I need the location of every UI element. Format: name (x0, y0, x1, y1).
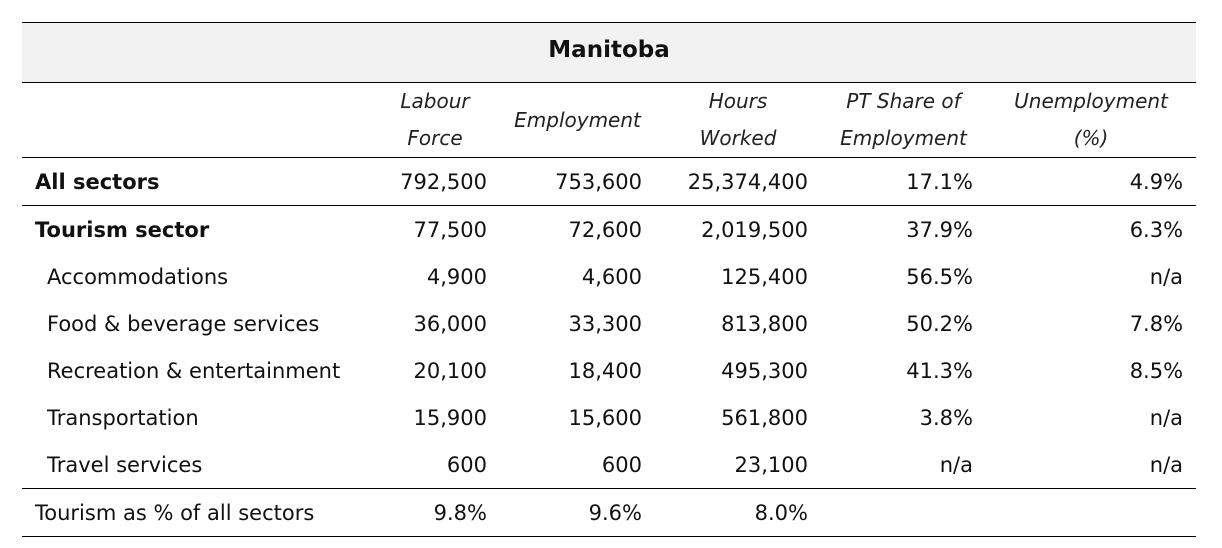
cell-unemployment: n/a (1149, 264, 1184, 289)
row-label: Accommodations (47, 264, 229, 289)
cell-hours-worked: 2,019,500 (655, 206, 821, 254)
cell-labour-force: 9.8% (370, 489, 500, 537)
row-label: All sectors (35, 169, 160, 194)
cell-labour-force: 77,500 (370, 206, 500, 254)
cell-employment: 9.6% (500, 489, 655, 537)
cell-unemployment: 6.3% (986, 206, 1196, 254)
cell-unemployment: 7.8% (1129, 311, 1184, 336)
table-row-tourism-share (22, 489, 1196, 537)
row-label: Food & beverage services (47, 311, 320, 336)
cell-pt-share: 17.1% (906, 169, 973, 194)
cell-pt-share (821, 489, 986, 537)
cell-unemployment: n/a (1149, 452, 1184, 477)
cell-employment: 600 (601, 452, 642, 477)
table-row-all-sectors (22, 158, 1196, 206)
cell-hours-worked: 561,800 (721, 405, 808, 430)
table-row-food-beverage (22, 300, 1196, 347)
cell-labour-force: 792,500 (400, 169, 487, 194)
cell-labour-force: 36,000 (413, 311, 487, 336)
cell-labour-force: 15,900 (413, 405, 487, 430)
cell-hours-worked: 813,800 (721, 311, 808, 336)
row-label: Recreation & entertainment (47, 358, 341, 383)
cell-labour-force: 4,900 (426, 264, 487, 289)
table-row-transportation (22, 394, 1196, 441)
cell-employment: 33,300 (568, 311, 642, 336)
cell-hours-worked: 25,374,400 (687, 169, 808, 194)
cell-unemployment: 8.5% (1129, 358, 1184, 383)
column-header-row (22, 83, 1196, 158)
table-row-travel-services (22, 441, 1196, 489)
cell-labour-force: 600 (446, 452, 487, 477)
cell-hours-worked: 8.0% (655, 489, 821, 537)
cell-employment: 18,400 (568, 358, 642, 383)
cell-pt-share: 37.9% (821, 206, 986, 254)
row-label: Tourism sector (22, 206, 370, 254)
header-unemployment: Unemployment (%) (986, 83, 1196, 158)
cell-labour-force: 20,100 (413, 358, 487, 383)
table-row-tourism-sector (22, 206, 1196, 254)
cell-pt-share: 50.2% (906, 311, 973, 336)
cell-unemployment: n/a (1149, 405, 1184, 430)
cell-pt-share: 56.5% (906, 264, 973, 289)
header-pt-share: PT Share of Employment (821, 83, 986, 158)
cell-unemployment (986, 489, 1196, 537)
table-title-row (22, 23, 1196, 83)
row-label: Transportation (47, 405, 199, 430)
cell-pt-share: n/a (939, 452, 973, 477)
cell-pt-share: 3.8% (919, 405, 973, 430)
header-employment: Employment (500, 83, 655, 158)
cell-employment: 15,600 (568, 405, 642, 430)
labour-statistics-table (22, 22, 1196, 537)
table-title: Manitoba (22, 23, 1196, 83)
cell-hours-worked: 23,100 (734, 452, 808, 477)
header-labour-force: Labour Force (370, 83, 500, 158)
cell-unemployment: 4.9% (1129, 169, 1184, 194)
cell-pt-share: 41.3% (906, 358, 973, 383)
cell-hours-worked: 495,300 (721, 358, 808, 383)
cell-employment: 4,600 (581, 264, 642, 289)
table-row-accommodations (22, 253, 1196, 300)
cell-employment: 72,600 (500, 206, 655, 254)
labour-statistics-table-container (22, 22, 1196, 537)
header-hours-worked: Hours Worked (655, 83, 821, 158)
row-label: Tourism as % of all sectors (22, 489, 370, 537)
row-label: Travel services (47, 452, 203, 477)
header-empty-cell (22, 83, 370, 158)
cell-employment: 753,600 (555, 169, 642, 194)
table-row-recreation-entertainment (22, 347, 1196, 394)
cell-hours-worked: 125,400 (721, 264, 808, 289)
